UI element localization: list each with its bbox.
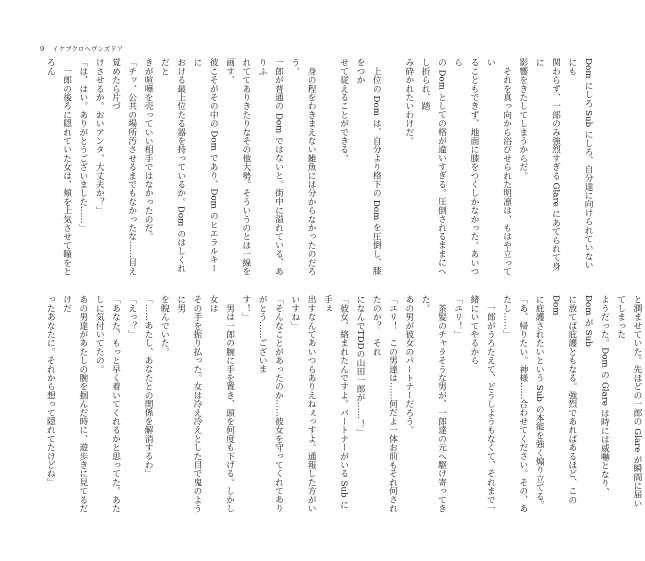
text-line: ることもできず、地面に膝をつくしかなかった。あいつら (452, 58, 480, 276)
text-line: けさせるか。おいアンタ、大丈夫か？」 (94, 58, 105, 215)
text-line: 一郎の後ろに隠れていた女は、頬を上気させて瞳をとろん (45, 58, 72, 276)
text-line: ようだった。Dom の Glare は時には威嚇となり、Dom が Sub (583, 295, 610, 496)
body-text (42, 58, 642, 514)
text-line (384, 58, 400, 277)
text-line: あの男が彼女のパートナーだろう。 (403, 295, 414, 435)
text-line: 「あなた、もっと早く着いてくれるかと思ってた。あたしに気付いてたの。 (94, 295, 121, 513)
text-line: その手を振り払った。女は冷え冷えとした目で鬼のように男 (175, 295, 202, 513)
text-line: と潤ませていた。先ほどの一郎の Glare が瞬間に届いてしまった (615, 295, 642, 508)
text-line: 上位の Dom は、自分より格下の Dom を圧倒し、膝をつか (354, 58, 382, 276)
text-line: 「彼女、絡まれたんですよ。パートナーがいる Sub に手ぇ (322, 295, 349, 510)
text-line: に庇護されたいという Sub の本能を強く煽り立てる。 (534, 295, 545, 510)
text-line: 「……あたし、あなたとの関係を解消するわ」 (143, 295, 154, 478)
page-number: 9 (40, 45, 45, 53)
text-line: 「そんなことがあったのか……彼女を守ってくれてありがとう……ございま (257, 295, 284, 513)
text-line: 「は、はい。ありがとうございました……」 (77, 58, 88, 232)
text-line: おける最上位たる器を持っているか。Dom のはしくれだと (159, 58, 186, 273)
text-line: 出すなんてあいつらありえねぇっすよ。通報した方がいいすね」 (289, 295, 317, 513)
text-line: 「ユリ！ この男達は……何だよ一体お前もそれ何されたのか？ それ (371, 295, 398, 513)
text-line: に放てば庇護ともなる。強烈であればあるほど、この Dom (550, 295, 577, 504)
running-head (40, 44, 123, 53)
text-line: 関わらず、一部のみ強烈すぎる Glare にあてられて身に (534, 58, 561, 271)
text-line: あの男達があたしの腕を掴んだ時に、遊歩きに見てるだけだ (61, 295, 88, 513)
text-line: きが喧嘩を売っていい相手ではなかったのだ。 (143, 58, 154, 241)
text-line: れててありきたりなその他大勢。そういうのとは一線を画す、 (224, 58, 251, 276)
text-line: になんでTDDの山田一郎が……！」 (354, 295, 365, 437)
text-line: 影響をきたしてしまうからだ。 (517, 58, 528, 180)
text-line: Dom にしろ Sub にしろ、自分達に向けられていないにも (566, 58, 594, 270)
text-line: 「えっ？」 (126, 295, 137, 339)
upper-text-block (42, 58, 596, 277)
text-line: を睨んでいた。 (159, 295, 170, 356)
text-line: 茶髪のチャラそうな男が、一郎達の元へ駆け寄ってきた。 (420, 295, 447, 513)
text-line: み砕かれたいわけだ。 (403, 58, 414, 145)
text-line: 身の程をわきまえない雑魚には分からなかったのだろう。 (289, 58, 317, 276)
text-line: す！」 (240, 295, 251, 322)
text-line: 一郎がうろたえて、どうしようもなくて、それまで一緒にいてやるから (469, 295, 496, 513)
text-line: 彼こそがその中の Dom であり、Dom のヒエラルキーに (191, 58, 219, 273)
text-line (319, 58, 335, 277)
text-line: 「あ、帰りたい。神様……合わせてください。その、あたし……」 (501, 295, 528, 513)
book-title: イケブクロヘヴンズドア (52, 45, 124, 53)
text-line: 一郎が普通の Dom ではないと。街中に溢れている、ありふ (257, 58, 284, 276)
text-line: 「ユリ！」 (452, 295, 463, 339)
text-line: の Dom としての格が違いすぎる。圧倒されるままにへし折られ、踏 (420, 58, 447, 276)
text-line: ったあなたに。それから想って隠れてたけどね」 (45, 295, 56, 487)
text-line: それを真っ向から浴びせられた明凛は、もはや立ってい (485, 58, 512, 276)
text-line: 「チッ、公共の場所汚させるまでもなかったな……目え覚めたら片づ (110, 58, 137, 276)
text-line: せて従えることができる。 (338, 58, 349, 163)
text-line: 男は一郎の腕に手を置き、頭を何度も下げる。しかし女は (208, 295, 235, 513)
lower-text-block (42, 295, 645, 514)
